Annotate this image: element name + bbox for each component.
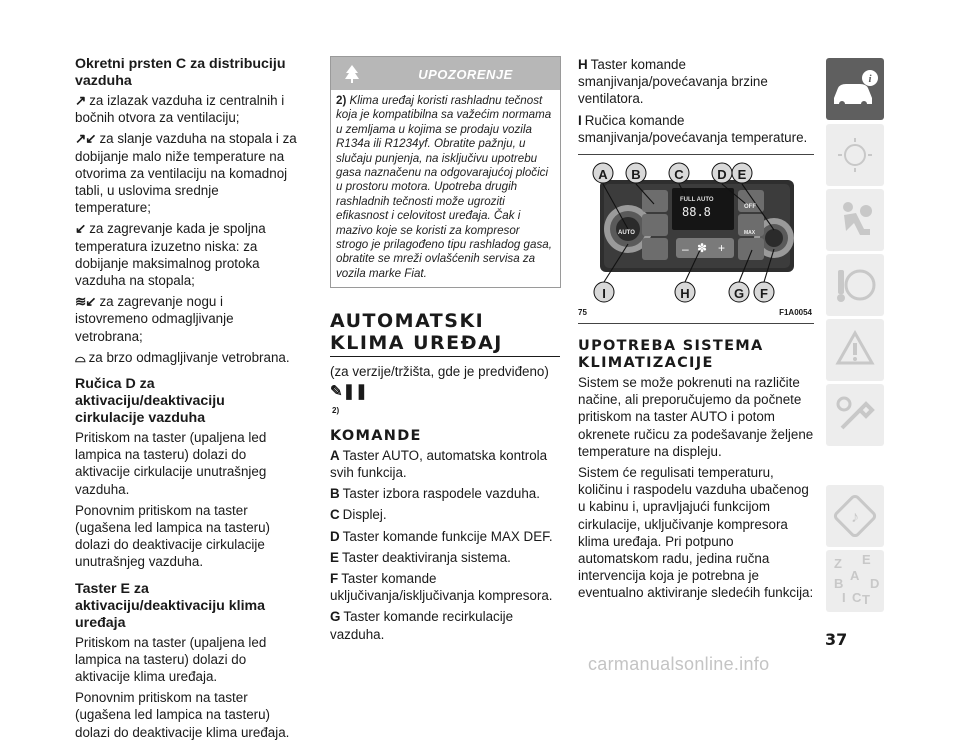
feet-icon: ↙ [75, 221, 86, 237]
right-column [578, 56, 814, 606]
dashboard-lights-icon [826, 124, 884, 186]
svg-text:C: C [852, 590, 862, 605]
section-heading-ac-button: Taster E za aktivaciju/deaktivaciju klima uređaja [75, 580, 266, 631]
list-item: ≋↙ za zagrevanje nogu i istovremeno odmagljivanje vetrobrana; [75, 294, 234, 344]
callout-label: G [733, 286, 745, 302]
callout-label: C [674, 167, 684, 183]
command-item: D Taster komande funkcije MAX DEF. [330, 528, 553, 544]
svg-text:Z: Z [834, 556, 842, 571]
svg-text:D: D [870, 576, 880, 591]
climate-panel-figure [578, 154, 814, 324]
reference-number: 2) [332, 406, 340, 416]
feet-defrost-icon: ≋↙ [75, 294, 96, 310]
fan-minus-label: – [682, 242, 689, 257]
command-item: G Taster komande recirkulacije vazduha. [330, 609, 514, 642]
fan-plus-label: + [718, 241, 726, 256]
variant-note: (za verzije/tržišta, gde je predviđeno) [330, 364, 549, 380]
svg-text:A: A [850, 568, 860, 583]
usage-title: UPOTREBA SISTEMA KLIMATIZACIJE [578, 338, 764, 372]
svg-text:E: E [862, 552, 871, 567]
panel-auto-label: AUTO [618, 230, 635, 237]
warning-text: 2) Klima uređaj koristi rashladnu tečnost koja je kompatibilna sa važećim normama u zemljama u kojima se prodaju vozila R134a ili R1234yf. Obratite pažnju, u slučaju punjenja, na isključivu upotrebu gasa naznačenu na odgovarajućoj pločici u prostoru motora. Upotreba drugih rashladnih tečnosti može ugroziti efikasnost i celovitost uređaja. Čak i mazivo koje se koristi za kompresor strogo je prilagođeno tipu rashladog gasa, obratite se mreži ovlašćenih servisa za vozila marke Fiat. [336, 94, 552, 280]
paragraph: Sistem će regulisati temperaturu, količinu i raspodelu vazduha ubačenog u kabinu i, upravljajući funkcijom cirkulacije, uključivanje kompresora klima uređaja. Pri potpuno automatskom radu, jedina ručna intervencija koja je potrebna je eventualno aktiviranje sledećih funkcija: [578, 465, 814, 601]
panel-off-label: OFF [744, 204, 756, 211]
svg-text:I: I [842, 590, 846, 605]
paragraph: Pritiskom na taster (upaljena led lampica na tasteru) dolazi do aktivacije klima uređaja. [75, 634, 267, 685]
left-column [75, 56, 297, 745]
middle-column [330, 56, 560, 647]
windshield-defrost-icon: ⌓ [75, 349, 85, 365]
section-heading-recirculation: Ručica D za aktivaciju/deaktivaciju cirkulacije vazduha [75, 376, 225, 427]
start-key-icon [826, 254, 884, 316]
callout-label: I [602, 286, 606, 302]
command-item: F Taster komande uključivanja/isključivanja kompresora. [330, 570, 553, 604]
fan-icon: ✽ [697, 241, 708, 256]
climate-control-panel-illustration [578, 154, 814, 324]
svg-text:♪: ♪ [851, 509, 859, 526]
command-item: C Displej. [330, 507, 387, 523]
tab-multimedia[interactable] [826, 485, 884, 547]
paragraph: Ponovnim pritiskom na taster (ugašena led lampica na tasteru) dolazi do deaktivacije klima uređaja. [75, 690, 290, 740]
commands-title: KOMANDE [330, 427, 422, 444]
tab-start-key[interactable] [826, 254, 884, 316]
figure-code: F1A0054 [779, 307, 812, 317]
warning-triangle-icon [826, 319, 884, 381]
callout-label: D [717, 167, 727, 183]
svg-text:i: i [868, 73, 872, 85]
panel-display: 88.8 [682, 205, 711, 220]
chapter-title: AUTOMATSKI KLIMA UREĐAJ [330, 310, 560, 357]
callout-label: B [631, 167, 641, 183]
warning-ref-number: 2) [336, 94, 347, 107]
callout-label: H [680, 286, 690, 302]
tab-dashboard-lights[interactable] [826, 124, 884, 186]
airbag-icon [826, 189, 884, 251]
warning-header [331, 57, 560, 90]
tab-airbag[interactable] [826, 189, 884, 251]
command-item: I Ručica komande smanjivanja/povećavanja temperature. [578, 112, 808, 145]
warning-box [330, 56, 561, 288]
svg-text:T: T [862, 592, 870, 607]
list-item: ↗↙ za slanje vazduha na stopala i za dobijanje malo niže temperature na otvorima za ventilaciju na komadnoj tabli, u uslovima srednje temperature; [75, 131, 297, 216]
svg-text:B: B [834, 576, 844, 591]
index-letters-icon [826, 550, 884, 612]
section-heading-air-distribution: Okretni prsten C za distribuciju vazduha [75, 56, 286, 89]
tab-index[interactable] [826, 550, 884, 612]
command-item: E Taster deaktiviranja sistema. [330, 549, 511, 565]
tab-warning[interactable] [826, 319, 884, 381]
command-item: B Taster izbora raspodele vazduha. [330, 486, 540, 502]
list-item: ↙ za zagrevanje kada je spoljna temperatura izuzetno niska: za dobijanje maksimalnog protoka vazduha na stopala; [75, 221, 266, 289]
panel-max-label: MAX [744, 230, 756, 237]
callout-label: A [598, 167, 608, 183]
callout-label: E [737, 167, 747, 183]
book-reference-icon: ✎❚❚ [330, 383, 368, 401]
car-info-icon [826, 58, 884, 120]
face-feet-icon: ↗↙ [75, 131, 96, 147]
list-item: ↗ za izlazak vazduha iz centralnih i bočnih otvora za ventilaciju; [75, 93, 285, 126]
callout-label: F [760, 286, 768, 302]
watermark: carmanualsonline.info [588, 654, 770, 674]
tab-car-info[interactable] [826, 58, 884, 120]
face-vent-icon: ↗ [75, 93, 86, 108]
paragraph: Ponovnim pritiskom na taster (ugašena led lampica na tasteru) dolazi do deaktivacije cirkulacije unutrašnjeg vazduha. [75, 502, 271, 570]
tab-maintenance[interactable] [826, 384, 884, 446]
command-item: A Taster AUTO, automatska kontrola svih funkcija. [330, 447, 548, 480]
warning-title: UPOZORENJE [418, 67, 513, 82]
maintenance-icon [826, 384, 884, 446]
figure-number: 75 [578, 307, 587, 317]
paragraph: Pritiskom na taster (upaljena led lampica na tasteru) dolazi do aktivacije cirkulacije unutrašnjeg vazduha. [75, 430, 267, 497]
paragraph: Sistem se može pokrenuti na različite načine, ali preporučujemo da počnete pritiskom na taster AUTO i potom okrenete ručicu za podešavanje željene temperature na displeju. [578, 375, 814, 459]
panel-full-auto-label: FULL AUTO [680, 197, 714, 204]
command-item: H Taster komande smanjivanja/povećavanja brzine ventilatora. [578, 57, 768, 107]
multimedia-icon [826, 485, 884, 547]
page-number: 37 [825, 630, 848, 649]
environment-tree-icon [344, 64, 360, 84]
list-item: ⌓ za brzo odmagljivanje vetrobrana. [75, 349, 290, 365]
